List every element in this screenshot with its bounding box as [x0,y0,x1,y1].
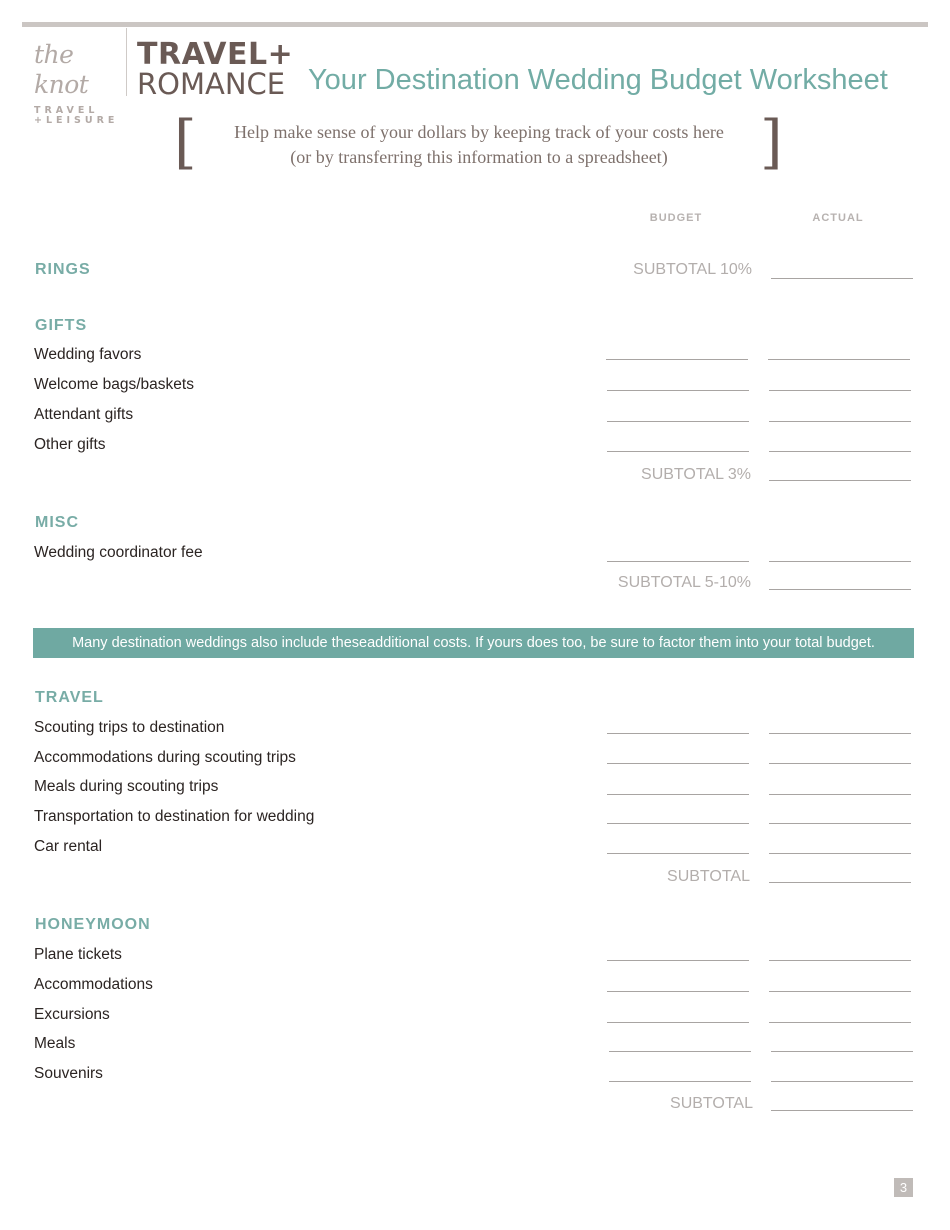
gifts-row-label: Welcome bags/baskets [34,376,194,393]
travel-actual-field[interactable] [769,733,911,734]
additional-costs-banner: Many destination weddings also include theseadditional costs. If yours does too, be sure to factor them into your total budget. [33,628,914,658]
subtitle-line2: (or by transferring this information to a spreadsheet) [290,147,668,167]
top-rule [22,22,928,27]
travel-budget-field[interactable] [607,853,749,854]
rings-subtotal-label: SUBTOTAL 10% [633,261,752,278]
honeymoon-subtotal-label: SUBTOTAL [670,1095,753,1112]
travel-subtotal-actual-field[interactable] [769,882,911,883]
misc-subtotal-actual-field[interactable] [769,589,911,590]
honeymoon-actual-field[interactable] [769,991,911,992]
honeymoon-row-label: Excursions [34,1006,110,1023]
section-rings: RINGS [35,261,91,278]
bracket-close: ] [760,108,783,176]
gifts-subtotal-actual-field[interactable] [769,480,911,481]
page-title: Your Destination Wedding Budget Worksheet [308,64,888,96]
section-misc: MISC [35,514,79,531]
gifts-actual-field[interactable] [768,359,910,360]
bracket-open: [ [174,108,197,176]
section-travel: TRAVEL [35,689,104,706]
honeymoon-actual-field[interactable] [771,1051,913,1052]
subtitle-line1: Help make sense of your dollars by keeping track of your costs here [234,122,724,142]
travel-budget-field[interactable] [607,823,749,824]
honeymoon-row-label: Plane tickets [34,946,122,963]
logo-divider [126,28,127,96]
misc-row-label: Wedding coordinator fee [34,544,203,561]
gifts-budget-field[interactable] [606,359,748,360]
gifts-actual-field[interactable] [769,421,911,422]
travel-actual-field[interactable] [769,794,911,795]
gifts-subtotal-label: SUBTOTAL 3% [641,466,751,483]
gifts-budget-field[interactable] [607,421,749,422]
honeymoon-row-label: Accommodations [34,976,153,993]
honeymoon-actual-field[interactable] [769,1022,911,1023]
gifts-budget-field[interactable] [607,451,749,452]
travel-budget-field[interactable] [607,733,749,734]
honeymoon-subtotal-actual-field[interactable] [771,1110,913,1111]
tr-logo-line1: TRAVEL+ [137,37,294,72]
subtitle [195,120,763,170]
honeymoon-budget-field[interactable] [609,1051,751,1052]
gifts-row-label: Attendant gifts [34,406,134,423]
travel-actual-field[interactable] [769,853,911,854]
travel-budget-field[interactable] [607,794,749,795]
travel-row-label: Transportation to destination for wedding [34,808,315,825]
knot-logo-script: the knot [34,40,89,99]
honeymoon-budget-field[interactable] [607,991,749,992]
gifts-budget-field[interactable] [607,390,749,391]
travel-row-label: Scouting trips to destination [34,719,225,736]
misc-subtotal-label: SUBTOTAL 5-10% [617,574,751,591]
honeymoon-budget-field[interactable] [609,1081,751,1082]
section-honeymoon: HONEYMOON [35,916,151,933]
travel-row-label: Meals during scouting trips [34,778,219,795]
gifts-row-label: Other gifts [34,436,106,453]
gifts-actual-field[interactable] [769,390,911,391]
honeymoon-actual-field[interactable] [769,960,911,961]
honeymoon-budget-field[interactable] [607,960,749,961]
misc-actual-field[interactable] [769,561,911,562]
knot-logo-line2: +LEISURE [34,115,119,126]
honeymoon-row-label: Souvenirs [34,1065,103,1082]
knot-logo-line1: TRAVEL [34,105,99,116]
honeymoon-budget-field[interactable] [607,1022,749,1023]
tr-logo-line2: ROMANCE [137,67,286,101]
section-gifts: GIFTS [35,317,88,334]
travel-actual-field[interactable] [769,823,911,824]
honeymoon-actual-field[interactable] [771,1081,913,1082]
gifts-actual-field[interactable] [769,451,911,452]
gifts-row-label: Wedding favors [34,346,142,363]
travel-romance-logo [137,37,294,101]
honeymoon-row-label: Meals [34,1035,76,1052]
misc-budget-field[interactable] [607,561,749,562]
travel-actual-field[interactable] [769,763,911,764]
travel-budget-field[interactable] [607,763,749,764]
rings-subtotal-actual-field[interactable] [771,278,913,279]
budget-column-header: BUDGET [649,212,703,224]
the-knot-travel-leisure-logo [34,40,118,126]
actual-column-header: ACTUAL [812,212,864,224]
travel-row-label: Accommodations during scouting trips [34,749,296,766]
page-number: 3 [894,1178,913,1197]
travel-subtotal-label: SUBTOTAL [667,868,750,885]
travel-row-label: Car rental [34,838,103,855]
